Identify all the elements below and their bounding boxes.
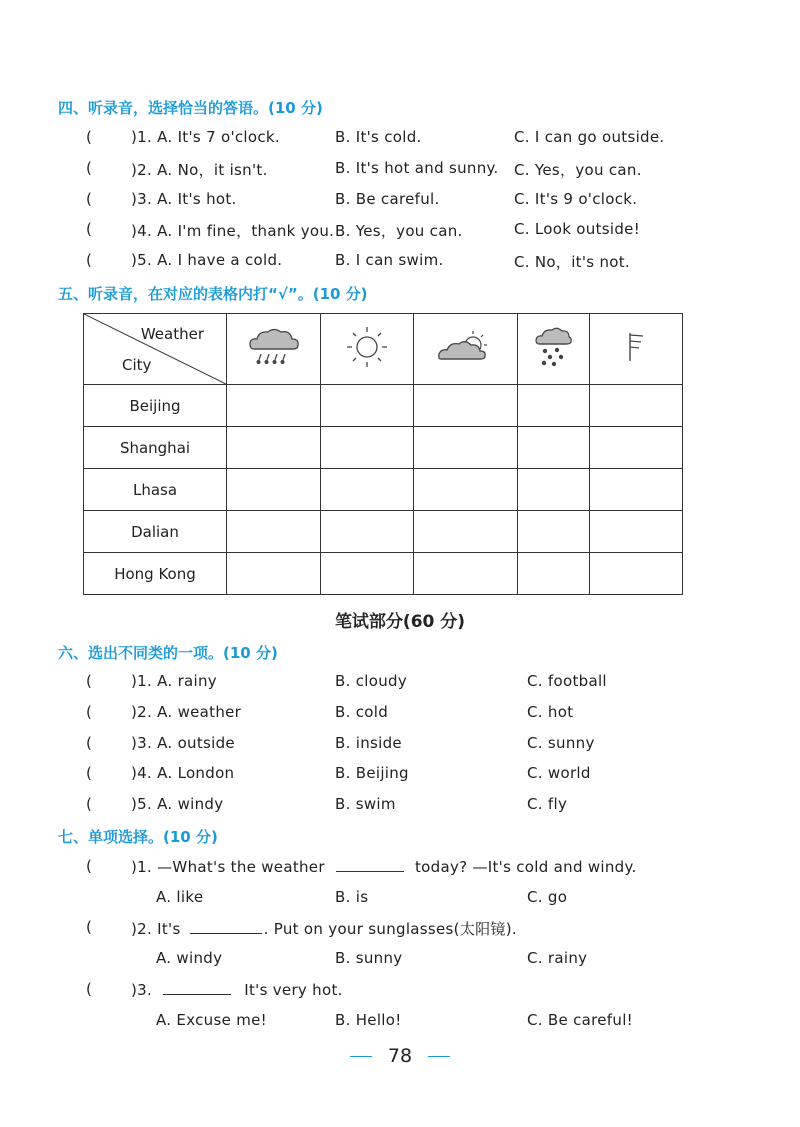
option-c: C. world (527, 764, 591, 782)
option-a: )2. A. No，it isn't. (131, 161, 268, 179)
check-cell[interactable] (321, 469, 414, 511)
option-a: )1. A. It's 7 o'clock. (131, 128, 280, 146)
answer-paren[interactable]: ( (86, 857, 93, 875)
option-c: C. Yes，you can. (514, 161, 642, 179)
answer-paren[interactable]: ( (86, 764, 93, 782)
s4-item-2 (0, 159, 800, 181)
answer-paren[interactable]: ( (86, 220, 93, 238)
windy-icon (589, 314, 682, 385)
option-a: )1. A. rainy (131, 672, 217, 690)
check-cell[interactable] (321, 385, 414, 427)
city-label: Lhasa (84, 469, 227, 511)
check-cell[interactable] (517, 385, 589, 427)
check-cell[interactable] (517, 511, 589, 553)
option-c: C. go (527, 888, 568, 906)
option-b: B. It's cold. (335, 128, 422, 146)
option-b: B. Beijing (335, 764, 409, 782)
question-stem (131, 980, 343, 999)
check-cell[interactable] (227, 385, 321, 427)
answer-paren[interactable]: ( (86, 251, 93, 269)
s7-q3-stem (0, 980, 800, 1002)
option-b: B. inside (335, 734, 402, 752)
sunny-cloudy-icon (413, 314, 517, 385)
header-weather: Weather (140, 325, 204, 343)
check-cell[interactable] (589, 511, 682, 553)
city-label: Hong Kong (84, 553, 227, 595)
city-label: Beijing (84, 385, 227, 427)
check-cell[interactable] (589, 553, 682, 595)
written-part-title: 笔试部分(60 分) (334, 612, 466, 632)
option-a: )5. A. I have a cold. (131, 251, 283, 269)
option-c: C. It's 9 o'clock. (514, 190, 638, 208)
check-cell[interactable] (589, 469, 682, 511)
stem-pre: )3. (131, 981, 153, 999)
stem-pre: )1. —What's the weather (131, 858, 325, 876)
stem-post: today? —It's cold and windy. (414, 858, 637, 876)
weather-table (83, 313, 683, 595)
check-cell[interactable] (321, 553, 414, 595)
stem-pre: )2. It's (131, 920, 181, 938)
s6-item-2 (0, 703, 800, 725)
page-number-footer (0, 1045, 800, 1067)
check-cell[interactable] (413, 385, 517, 427)
decorative-dash (350, 1056, 372, 1057)
question-stem (131, 918, 517, 939)
check-cell[interactable] (413, 427, 517, 469)
s6-item-1 (0, 672, 800, 694)
check-cell[interactable] (227, 511, 321, 553)
stem-post: . Put on your sunglasses(太阳镜). (263, 920, 517, 938)
answer-paren[interactable]: ( (86, 795, 93, 813)
option-a: A. windy (156, 949, 223, 967)
option-a: A. Excuse me! (156, 1011, 267, 1029)
option-b: B. It's hot and sunny. (335, 159, 499, 177)
fill-blank[interactable] (163, 980, 231, 995)
snowy-icon (517, 314, 589, 385)
sunny-icon (321, 314, 414, 385)
option-b: B. Yes，you can. (335, 222, 463, 240)
answer-paren[interactable]: ( (86, 703, 93, 721)
option-b: B. is (335, 888, 369, 906)
answer-paren[interactable]: ( (86, 159, 93, 177)
answer-paren[interactable]: ( (86, 734, 93, 752)
option-c: C. rainy (527, 949, 588, 967)
option-c: C. I can go outside. (514, 128, 665, 146)
option-b: B. swim (335, 795, 396, 813)
s6-item-3 (0, 734, 800, 756)
stem-post: It's very hot. (244, 981, 343, 999)
option-a: )4. A. I'm fine，thank you. (131, 222, 335, 240)
answer-paren[interactable]: ( (86, 128, 93, 146)
option-a: )4. A. London (131, 764, 235, 782)
answer-paren[interactable]: ( (86, 980, 93, 998)
option-c: C. hot (527, 703, 574, 721)
s7-q2-options (0, 949, 800, 971)
decorative-dash (428, 1056, 450, 1057)
check-cell[interactable] (227, 553, 321, 595)
option-a: )5. A. windy (131, 795, 224, 813)
s4-item-3 (0, 190, 800, 212)
option-a: )2. A. weather (131, 703, 242, 721)
answer-paren[interactable]: ( (86, 672, 93, 690)
option-c: C. sunny (527, 734, 595, 752)
option-c: C. fly (527, 795, 568, 813)
option-c: C. Look outside! (514, 220, 641, 238)
check-cell[interactable] (517, 427, 589, 469)
fill-blank[interactable] (336, 857, 404, 872)
s4-item-5 (0, 251, 800, 273)
option-c: C. No，it's not. (514, 253, 630, 271)
rainy-icon (227, 314, 321, 385)
check-cell[interactable] (413, 469, 517, 511)
option-a: )3. A. It's hot. (131, 190, 237, 208)
option-b: B. cold (335, 703, 389, 721)
s4-item-4 (0, 220, 800, 242)
check-cell[interactable] (517, 553, 589, 595)
answer-paren[interactable]: ( (86, 190, 93, 208)
s7-q1-options (0, 888, 800, 910)
option-b: B. Be careful. (335, 190, 440, 208)
answer-paren[interactable]: ( (86, 918, 93, 936)
diagonal-header-cell (84, 314, 227, 385)
fill-blank[interactable] (190, 919, 262, 934)
option-c: C. football (527, 672, 607, 690)
option-b: B. Hello! (335, 1011, 402, 1029)
s7-q1-stem (0, 857, 800, 879)
city-label: Dalian (84, 511, 227, 553)
header-city: City (122, 356, 152, 374)
s6-item-5 (0, 795, 800, 817)
section-6-title: 六、选出不同类的一项。(10 分) (58, 644, 278, 662)
page-number: 78 (387, 1045, 413, 1067)
s4-item-1 (0, 128, 800, 150)
option-b: B. cloudy (335, 672, 408, 690)
section-4-title: 四、听录音，选择恰当的答语。(10 分) (58, 99, 323, 117)
option-a: A. like (156, 888, 204, 906)
section-7-title: 七、单项选择。(10 分) (58, 828, 218, 846)
check-cell[interactable] (227, 469, 321, 511)
s6-item-4 (0, 764, 800, 786)
check-cell[interactable] (413, 553, 517, 595)
question-stem (131, 857, 637, 876)
option-b: B. sunny (335, 949, 403, 967)
check-cell[interactable] (227, 427, 321, 469)
check-cell[interactable] (413, 511, 517, 553)
s7-q2-stem (0, 918, 800, 940)
section-5-title: 五、听录音，在对应的表格内打“√”。(10 分) (58, 285, 368, 303)
city-label: Shanghai (84, 427, 227, 469)
option-b: B. I can swim. (335, 251, 444, 269)
s7-q3-options (0, 1011, 800, 1033)
check-cell[interactable] (517, 469, 589, 511)
option-a: )3. A. outside (131, 734, 235, 752)
check-cell[interactable] (589, 427, 682, 469)
option-c: C. Be careful! (527, 1011, 633, 1029)
check-cell[interactable] (321, 427, 414, 469)
check-cell[interactable] (321, 511, 414, 553)
check-cell[interactable] (589, 385, 682, 427)
